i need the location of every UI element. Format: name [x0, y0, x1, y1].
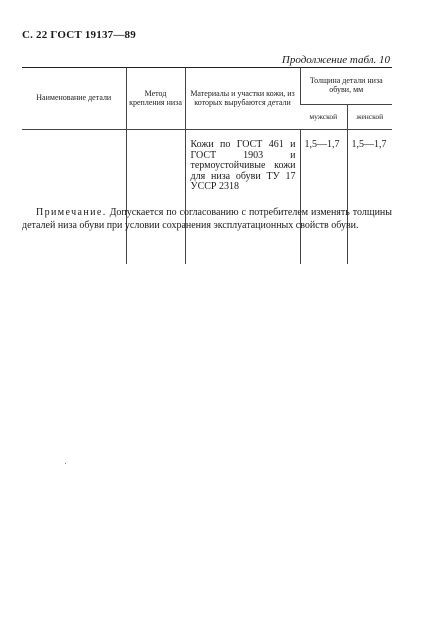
parts-thickness-table	[22, 67, 392, 264]
table-row	[22, 130, 392, 265]
note-text: Допускается по согласованию с потребителем изменять толщины деталей низа обуви при условии сохранения эксплуатационных свойств обуви.	[22, 207, 393, 231]
column-header-materials: Материалы и участки кожи, из которых вырубаются детали	[185, 68, 300, 130]
column-header-male: мужской	[300, 105, 347, 130]
column-group-thickness: Толщина детали низа обуви, мм	[300, 68, 392, 105]
scan-speck	[65, 463, 66, 464]
cell-thickness-male: 1,5—1,7	[300, 130, 347, 265]
column-header-part-name: Наименование детали	[22, 68, 126, 130]
column-header-female: женской	[347, 105, 392, 130]
cell-materials: Кожи по ГОСТ 461 и ГОСТ 1903 и термоустойчивые кожи для низа обуви ТУ 17 УССР 2318	[185, 130, 300, 265]
table-note	[22, 206, 392, 232]
cell-part-name	[22, 130, 126, 265]
page-header: С. 22 ГОСТ 19137—89	[22, 29, 136, 41]
cell-thickness-female: 1,5—1,7	[347, 130, 392, 265]
column-header-fastening-method: Метод крепления низа	[126, 68, 185, 130]
cell-fastening-method	[126, 130, 185, 265]
table-continuation-label: Продолжение табл. 10	[281, 54, 390, 66]
note-label: Примечание.	[36, 207, 107, 218]
